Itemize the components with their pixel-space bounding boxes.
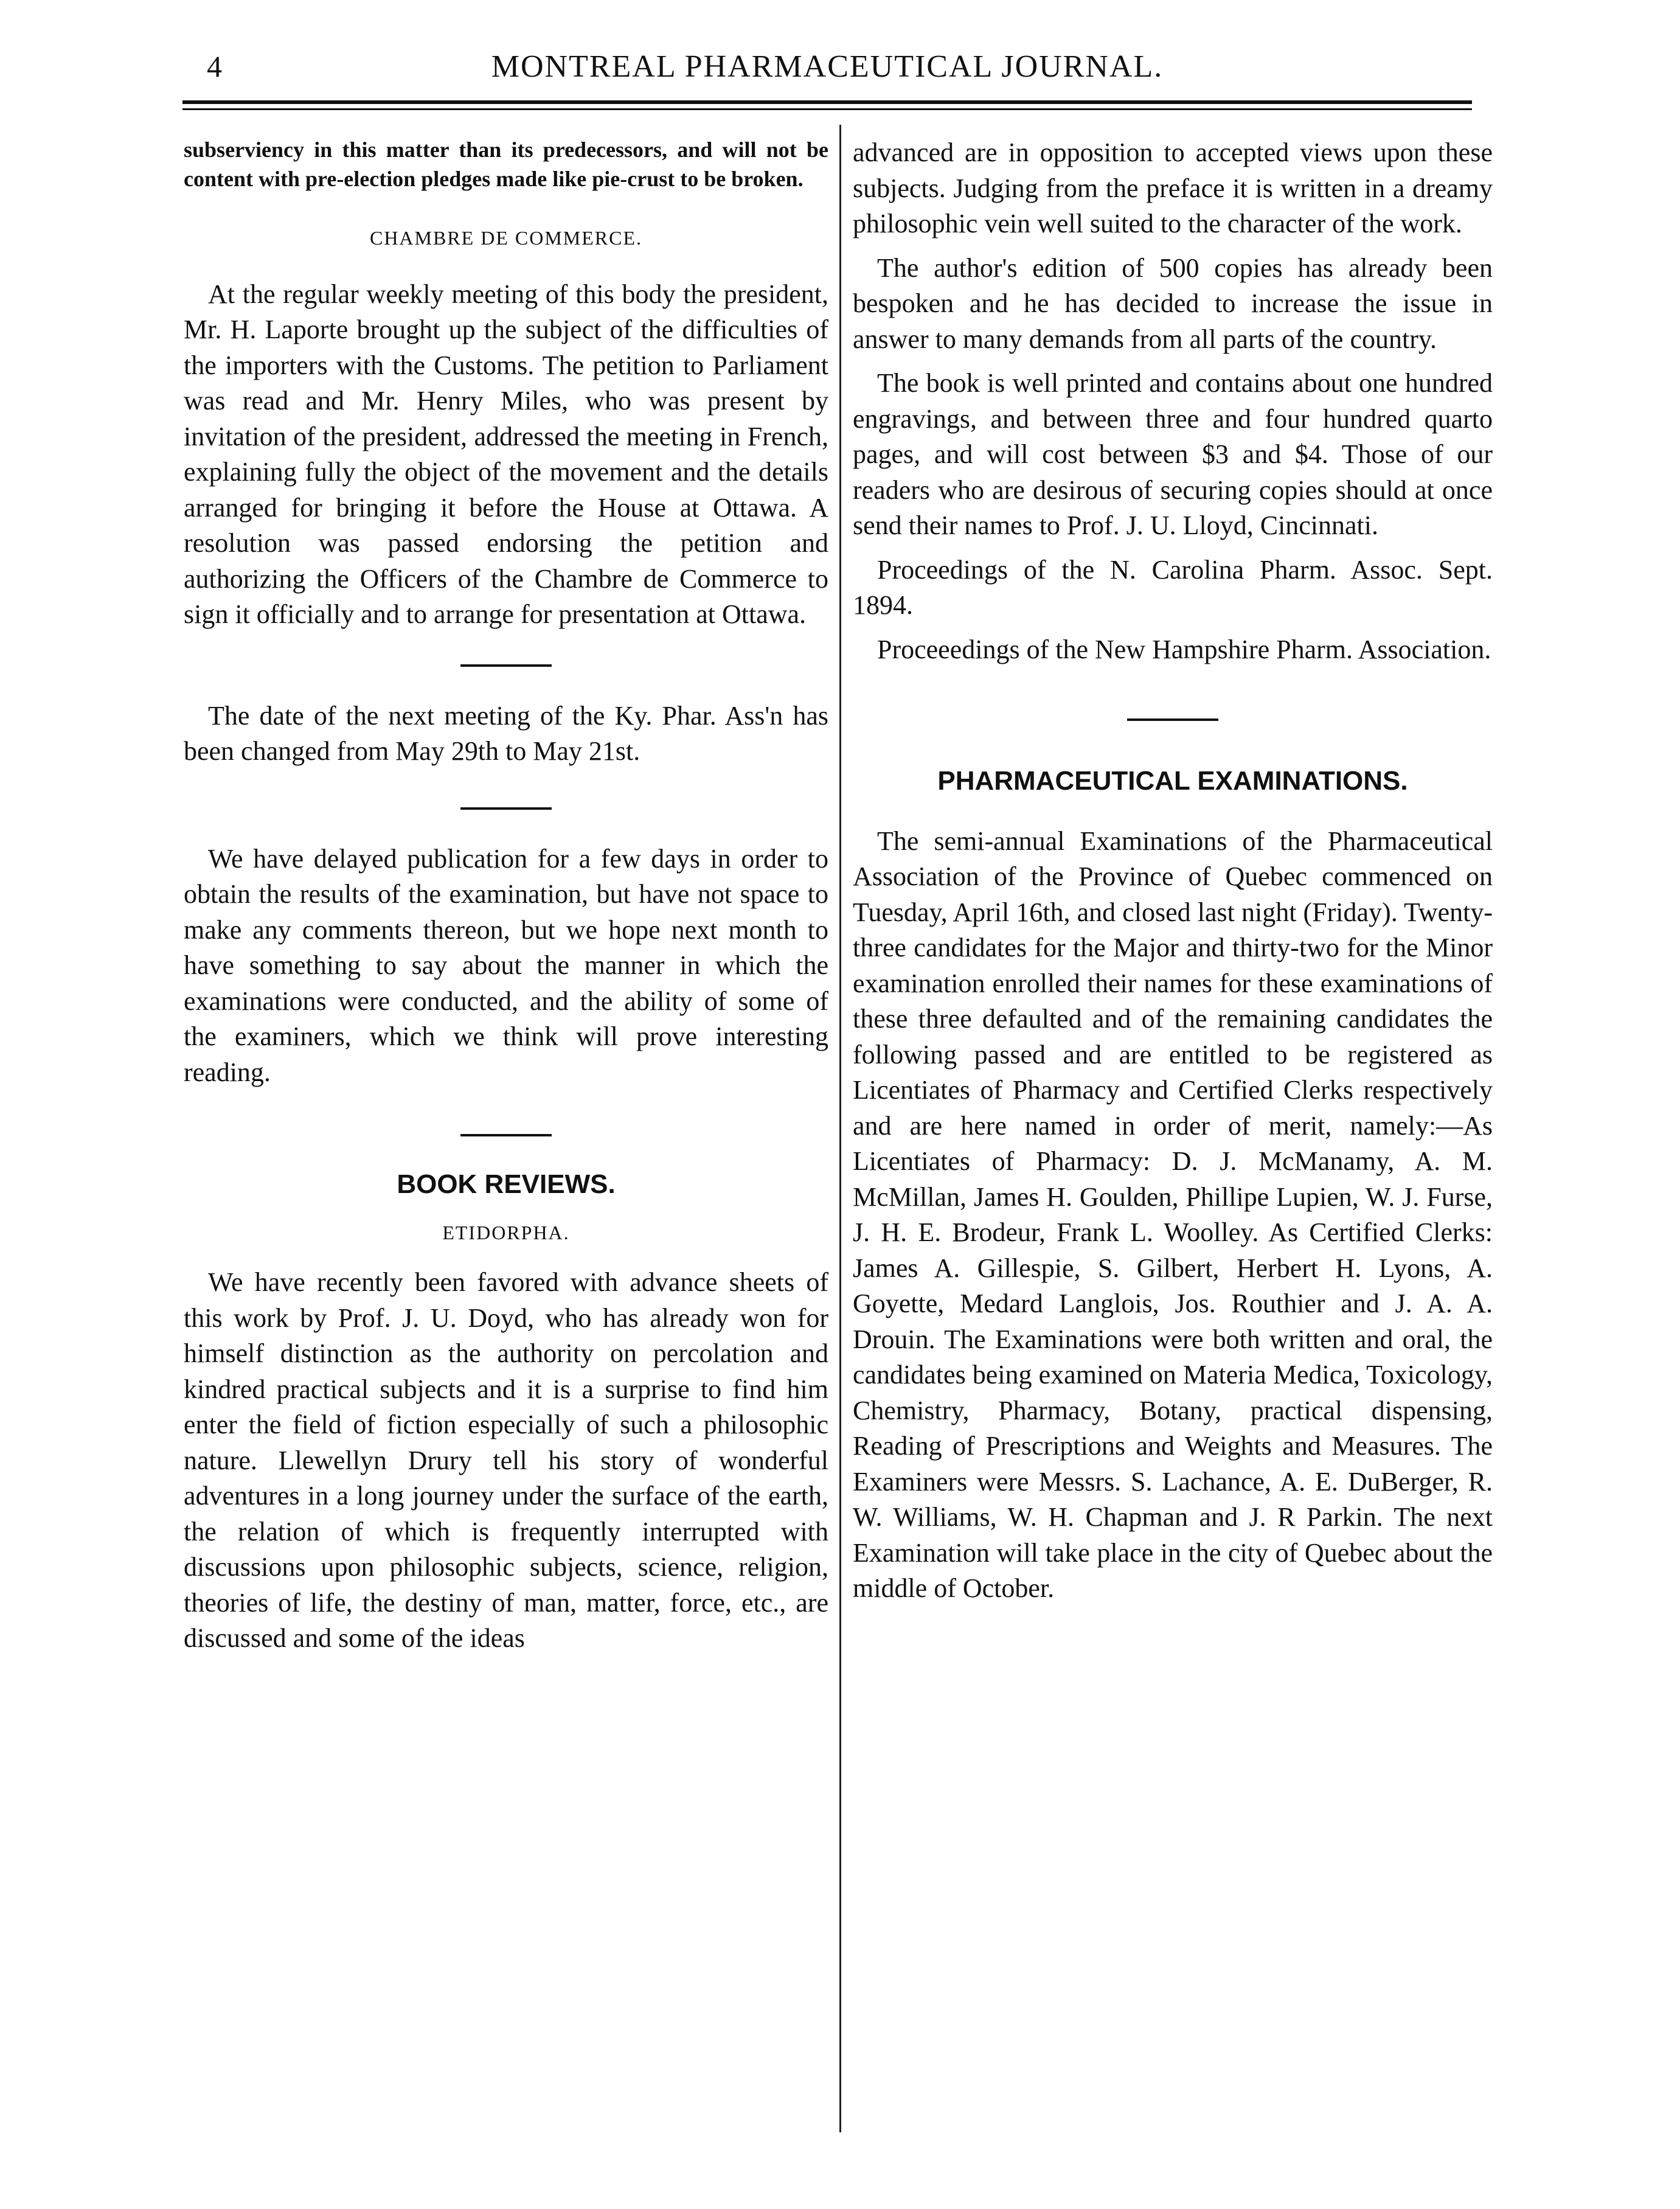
authors-edition-paragraph: The author's edition of 500 copies has already been bespoken and he has decided to increase the issue in answer to many demands from all parts of the country. [853, 252, 1493, 354]
exams-heading: PHARMACEUTICAL EXAMINATIONS. [937, 766, 1408, 796]
separator-rule [460, 807, 552, 810]
journal-title: MONTREAL PHARMACEUTICAL JOURNAL. [491, 49, 1164, 84]
proceedings-nh-paragraph: Proceeedings of the New Hampshire Pharm. Association. [877, 634, 1491, 664]
exams-paragraph: The semi-annual Examinations of the Pharmaceutical Association of the Province of Quebec commenced on Tuesday, April 16th, and closed last night (Friday). Twenty-three candidates for the Major and thirty-two for the Minor examination enrolled their names for these examinations of these three defaulted and of the remaining candidates the following passed and are entitled to be registered as Licentiates of Pharmacy and Certified Clerks respectively and are here named in order of merit, namely:—As Licentiates of Pharmacy: D. J. McManamy, A. M. McMillan, James H. Goulden, Phillipe Lupien, W. J. Furse, J. H. E. Brodeur, Frank L. Woolley. As Certified Clerks: James A. Gillespie, S. Gilbert, Herbert H. Lyons, A. Goyette, Medard Langlois, Jos. Routhier and J. A. A. Drouin. The Examinations were both written and oral, the candidates being examined on Materia Medica, Toxicology, Chemistry, Pharmacy, Botany, practical dispensing, Reading of Prescriptions and Weights and Measures. The Examiners were Messrs. S. Lachance, A. E. DuBerger, R. W. Williams, W. H. Chapman and J. R Parkin. The next Examination will take place in the city of Quebec about the middle of October. [853, 826, 1493, 1603]
ky-meeting-paragraph: The date of the next meeting of the Ky. Phar. Ass'n has been changed from May 29th to May 21st. [184, 700, 828, 766]
book-printed-paragraph: The book is well printed and contains about one hundred engravings, and between three and four hundred quarto pages, and will cost between $3 and $4. Those of our readers who are desirous of securing copies should at once send their names to Prof. J. U. Lloyd, Cincinnati. [853, 368, 1493, 540]
page-number: 4 [207, 49, 222, 83]
continuation-paragraph: advanced are in opposition to accepted views upon these subjects. Judging from the preface it is written in a dreamy philosophic vein well suited to the character of the work. [853, 137, 1493, 238]
chambre-paragraph: At the regular weekly meeting of this body the president, Mr. H. Laporte brought up the subject of the difficulties of the importers with the Customs. The petition to Parliament was read and Mr. Henry Miles, who was present by invitation of the president, addressed the meeting in French, explaining fully the object of the movement and the details arranged for bringing it before the House at Ottawa. A resolution was passed endorsing the petition and authorizing the Officers of the Chambre de Commerce to sign it officially and to arrange for presentation at Ottawa. [184, 279, 828, 629]
header-rule-thick [182, 100, 1472, 104]
column-divider [839, 125, 841, 2132]
left-column [184, 135, 828, 2131]
page-header [182, 43, 1472, 91]
etidorpha-paragraph: We have recently been favored with advance sheets of this work by Prof. J. U. Doyd, who has already won for himself distinction as the authority on percolation and kindred practical subjects and it is a surprise to find him enter the field of fiction especially of such a philosophic nature. Llewellyn Drury tell his story of wonderful adventures in a long journey under the surface of the earth, the relation of which is frequently interrupted with discussions upon philosophic subjects, science, religion, theories of life, the destiny of man, matter, force, etc., are discussed and some of the ideas [184, 1267, 828, 1653]
header-rule-thin [182, 108, 1472, 110]
proceedings-nc-paragraph: Proceedings of the N. Carolina Pharm. Assoc. Sept. 1894. [853, 554, 1493, 620]
chambre-heading: CHAMBRE DE COMMERCE. [369, 227, 643, 249]
separator-rule [460, 1134, 552, 1136]
delayed-publication-paragraph: We have delayed publication for a few days in order to obtain the results of the examination, but have not space to make any comments thereon, but we hope next month to have something to say about the manner in which the examinations were conducted, and the ability of some of the examiners, which we think will prove interesting reading. [184, 843, 828, 1087]
separator-rule [460, 664, 552, 667]
etidorpha-heading: ETIDORPHA. [442, 1221, 570, 1244]
right-column [853, 135, 1493, 2131]
separator-rule [1127, 718, 1218, 721]
book-reviews-heading: BOOK REVIEWS. [397, 1169, 616, 1199]
intro-paragraph: subserviency in this matter than its predecessors, and will not be content with pre-election pledges made like pie-crust to be broken. [184, 137, 828, 191]
